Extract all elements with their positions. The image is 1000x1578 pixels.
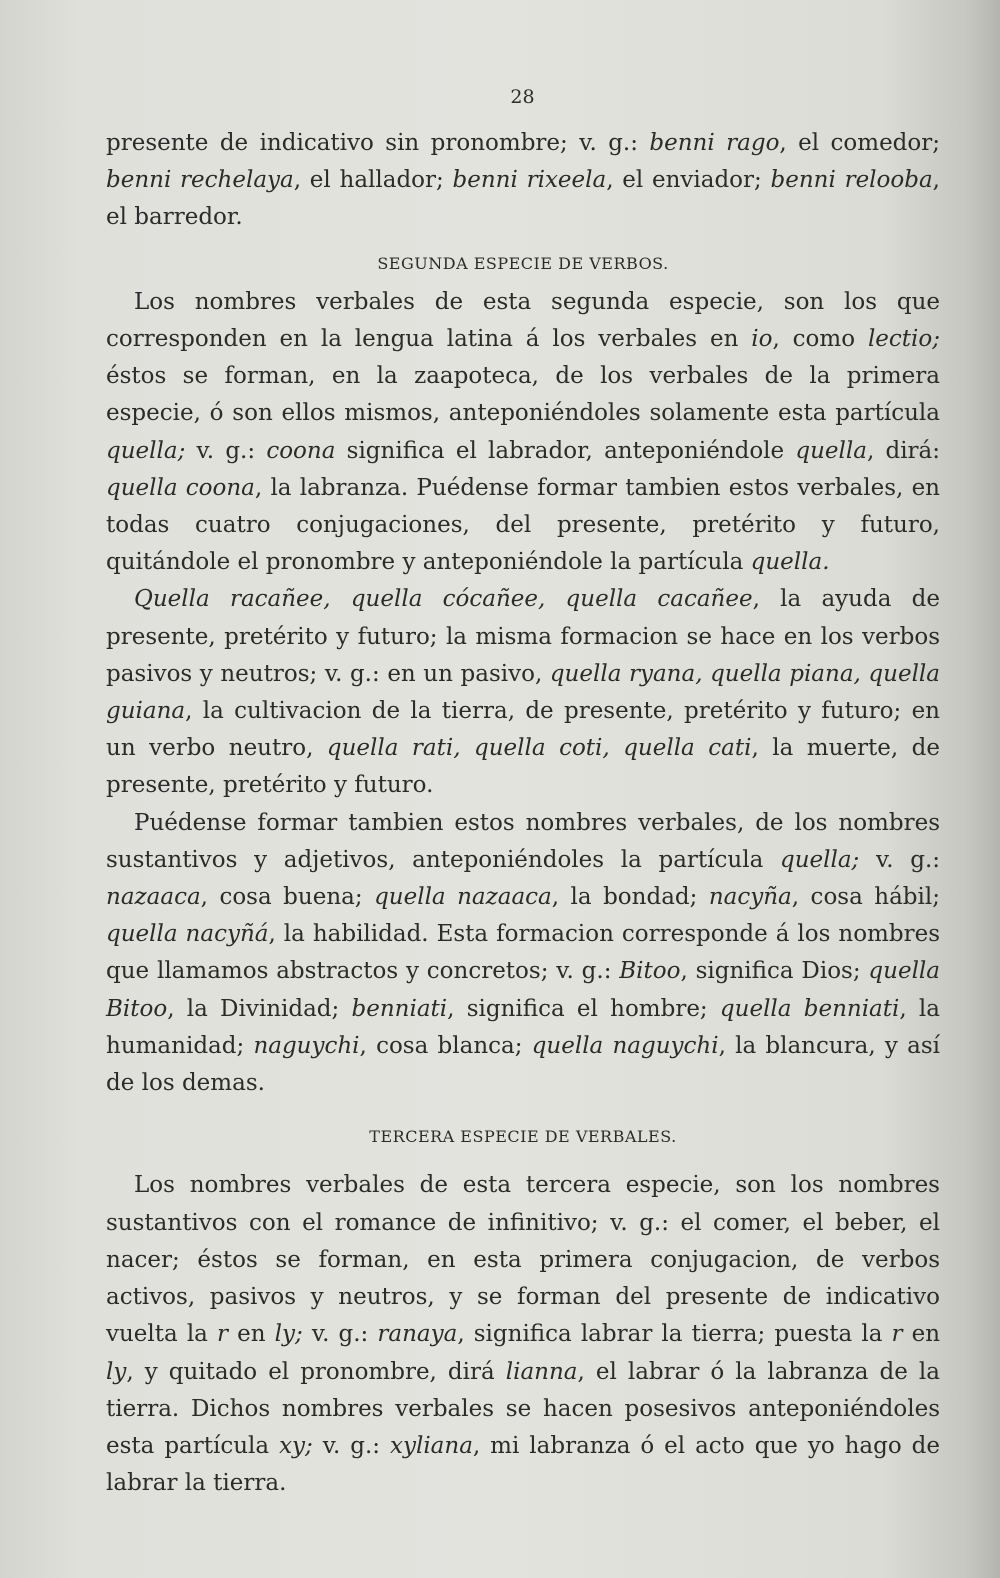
italic-term: ly;	[274, 1321, 303, 1348]
text-run: , cosa blanca;	[359, 1032, 532, 1059]
paragraph	[106, 125, 940, 237]
italic-term: quella	[795, 437, 867, 464]
text-run: , la labranza. Puédense formar tambien estos verbales, en todas cuatro conjugaciones, del presente, pretérito y futuro, quitándole el pronombre y anteponiéndole la partícula	[106, 474, 940, 576]
text-run: , la blancura, y así de los demas.	[106, 1032, 940, 1097]
text-run: v. g.:	[185, 437, 267, 464]
italic-term: lianna	[505, 1358, 578, 1385]
text-run: , cosa buena;	[200, 884, 375, 911]
text-run: significa el labrador, anteponiéndole	[335, 437, 796, 464]
paragraph	[106, 1167, 940, 1502]
text-run: en	[902, 1321, 941, 1348]
italic-term: quella;	[779, 846, 860, 873]
text-run: v. g.:	[859, 846, 941, 873]
italic-term: Quella racañee, quella cócañee, quella cacañee	[134, 586, 753, 613]
italic-term: r	[891, 1321, 903, 1348]
body-text	[106, 125, 940, 1502]
italic-term: benni rixeela	[452, 167, 607, 194]
text-run: Puédense formar tambien estos nombres verbales, de los nombres sustantivos y adjetivos, anteponiéndoles la partícula	[106, 809, 940, 873]
text-run: , el enviador;	[606, 167, 771, 194]
italic-term: quella coona	[106, 474, 255, 501]
text-run: , significa Dios;	[680, 958, 869, 985]
text-run: , el labrar ó la labranza de la tierra. Dichos nombres verbales se hacen posesivos anteponiéndoles esta partícula	[106, 1358, 940, 1459]
italic-term: quella.	[750, 549, 830, 576]
italic-term: lectio;	[867, 326, 940, 353]
italic-term: Bitoo	[619, 958, 681, 985]
text-run: v. g.:	[302, 1321, 378, 1348]
italic-term: ly	[106, 1358, 127, 1385]
text-run: , el comedor;	[779, 130, 940, 156]
text-run: , significa el hombre;	[447, 995, 720, 1022]
text-run: , el barredor.	[106, 167, 940, 231]
italic-term: r	[217, 1321, 228, 1348]
paragraph	[106, 805, 940, 1103]
text-run: , la muerte, de presente, pretérito y futuro.	[106, 735, 941, 799]
italic-term: benniati	[351, 995, 448, 1022]
paragraph	[106, 284, 940, 582]
text-run: , la humanidad;	[106, 995, 940, 1059]
italic-term: quella naguychi	[531, 1032, 719, 1059]
text-run: , mi labranza ó el acto que yo hago de labrar la tierra.	[106, 1432, 940, 1497]
italic-term: benni relooba	[770, 167, 933, 194]
italic-term: quella nacyñá	[106, 921, 269, 948]
paragraph	[106, 581, 940, 804]
text-run: , la ayuda de presente, pretérito y futuro; la misma formacion se hace en los verbos pasivos y neutros; v. g.: en un pasivo,	[106, 586, 940, 687]
italic-term: quella nazaaca	[374, 884, 552, 911]
italic-term: nazaaca	[106, 884, 201, 911]
text-run: , el hallador;	[293, 167, 453, 194]
text-run: Los nombres verbales de esta tercera especie, son los nombres sustantivos con el romance de infinitivo; v. g.: el comer, el beber, el nacer; éstos se forman, en esta primera conjugacion, de verbos activos, pasivos y neutros, y se forman del presente de indicativo vuelta la	[106, 1172, 940, 1348]
text-run: en	[228, 1321, 275, 1348]
italic-term: io	[751, 326, 773, 353]
section-heading: TERCERA ESPECIE DE VERBALES.	[369, 1127, 677, 1147]
text-run: éstos se forman, en la zaapoteca, de los verbales de la primera especie, ó son ellos mismos, anteponiéndoles solamente esta partícula	[106, 363, 940, 427]
text-run: Los nombres verbales de esta segunda especie, son los que corresponden en la lengua latina á los verbales en	[106, 288, 940, 353]
text-run: presente de indicativo sin pronombre; v. g.:	[106, 130, 650, 156]
text-run: , significa labrar la tierra; puesta la	[457, 1321, 892, 1348]
italic-term: benni rechelaya	[106, 167, 294, 194]
text-run: , la bondad;	[551, 884, 709, 911]
text-run: , la Divinidad;	[167, 995, 352, 1022]
italic-term: ranaya	[377, 1321, 458, 1348]
italic-term: xyliana	[390, 1432, 473, 1459]
italic-term: coona	[266, 437, 336, 464]
italic-term: quella rati, quella coti, quella cati	[326, 735, 752, 762]
italic-term: benni rago	[649, 130, 780, 156]
italic-term: nacyña	[708, 884, 792, 911]
italic-term: naguychi	[253, 1032, 360, 1059]
italic-term: quella ryana, quella piana, quella guiana	[106, 660, 940, 725]
italic-term: quella Bitoo	[106, 958, 940, 1022]
italic-term: quella benniati	[719, 995, 900, 1022]
italic-term: xy;	[279, 1432, 313, 1459]
text-run: v. g.:	[312, 1432, 390, 1459]
section-heading: SEGUNDA ESPECIE DE VERBOS.	[377, 253, 669, 273]
italic-term: quella;	[106, 437, 186, 464]
text-run: , como	[772, 326, 868, 353]
text-run: , la cultivacion de la tierra, de presente, pretérito y futuro; en un verbo neutro,	[106, 698, 940, 762]
text-run: , dirá:	[866, 437, 941, 464]
text-run: , y quitado el pronombre, dirá	[126, 1358, 506, 1385]
text-run: , la habilidad. Esta formacion corresponde á los nombres que llamamos abstractos y concretos; v. g.:	[106, 921, 940, 985]
text-run: , cosa hábil;	[791, 884, 940, 911]
page-number: 28	[510, 86, 535, 108]
